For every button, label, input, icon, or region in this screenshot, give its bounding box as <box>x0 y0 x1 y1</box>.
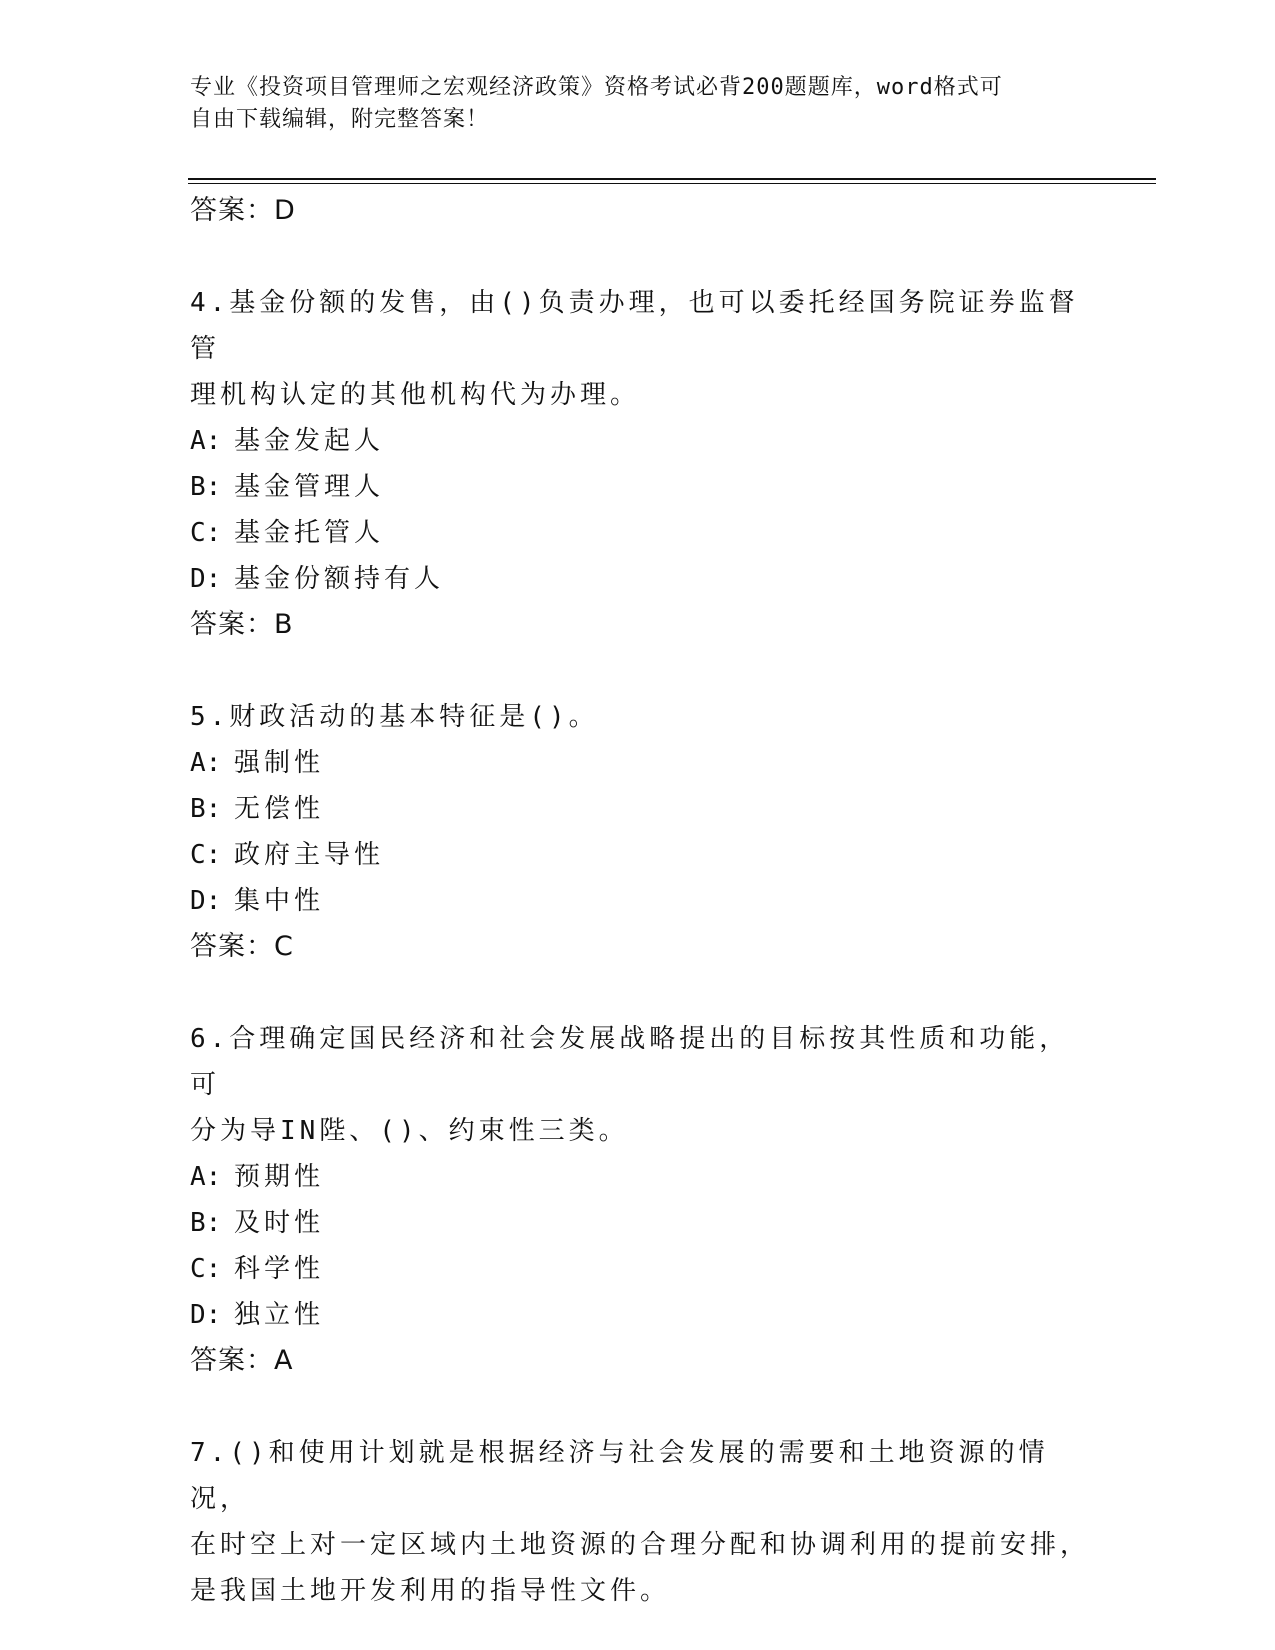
option-c <box>190 510 1090 556</box>
option-a <box>190 1154 1090 1200</box>
option-text: 基金份额持有人 <box>234 564 445 594</box>
header-line-1: 专业《投资项目管理师之宏观经济政策》资格考试必背200题题库，word格式可 <box>190 75 1003 100</box>
option-a <box>190 418 1090 464</box>
option-key: A: <box>190 1162 222 1192</box>
option-key: D: <box>190 886 222 916</box>
option-key: C: <box>190 840 222 870</box>
question-stem-line: 分为导IN陛、()、约束性三类。 <box>190 1116 629 1146</box>
answer-previous: 答案：D <box>190 195 296 226</box>
option-text: 预期性 <box>234 1162 325 1192</box>
option-d <box>190 878 1090 924</box>
option-text: 独立性 <box>234 1300 325 1330</box>
question-stem-line: 是我国土地开发利用的指导性文件。 <box>190 1576 671 1606</box>
option-key: B: <box>190 472 222 502</box>
option-text: 政府主导性 <box>234 840 385 870</box>
option-d <box>190 556 1090 602</box>
header-rule-thick <box>188 178 1156 180</box>
question-stem-line: 4.基金份额的发售，由()负责办理，也可以委托经国务院证券监督管 <box>190 288 1079 364</box>
question-5 <box>190 694 1090 970</box>
question-6 <box>190 1016 1090 1384</box>
option-d <box>190 1292 1090 1338</box>
option-key: A: <box>190 426 222 456</box>
question-stem-line: 理机构认定的其他机构代为办理。 <box>190 380 641 410</box>
option-key: C: <box>190 1254 222 1284</box>
option-text: 科学性 <box>234 1254 325 1284</box>
option-c <box>190 1246 1090 1292</box>
header-rule-thin <box>188 183 1156 184</box>
option-b <box>190 1200 1090 1246</box>
option-text: 强制性 <box>234 748 325 778</box>
answer: 答案：C <box>190 931 294 962</box>
option-b <box>190 464 1090 510</box>
option-key: B: <box>190 1208 222 1238</box>
option-key: D: <box>190 564 222 594</box>
option-key: B: <box>190 794 222 824</box>
question-stem-line: 7.()和使用计划就是根据经济与社会发展的需要和土地资源的情况， <box>190 1438 1049 1514</box>
header-line-2: 自由下载编辑，附完整答案！ <box>190 107 490 132</box>
question-4 <box>190 280 1090 648</box>
question-stem-line: 在时空上对一定区域内土地资源的合理分配和协调利用的提前安排， <box>190 1530 1091 1560</box>
option-c <box>190 832 1090 878</box>
option-text: 及时性 <box>234 1208 325 1238</box>
answer: 答案：A <box>190 1345 294 1376</box>
option-a <box>190 740 1090 786</box>
option-text: 基金发起人 <box>234 426 385 456</box>
answer: 答案：B <box>190 609 294 640</box>
option-text: 基金管理人 <box>234 472 385 502</box>
page-header <box>190 72 1070 136</box>
option-text: 集中性 <box>234 886 325 916</box>
option-text: 基金托管人 <box>234 518 385 548</box>
question-stem-line: 5.财政活动的基本特征是()。 <box>190 702 599 732</box>
question-stem-line: 6.合理确定国民经济和社会发展战略提出的目标按其性质和功能，可 <box>190 1024 1070 1100</box>
option-key: A: <box>190 748 222 778</box>
document-body <box>190 188 1090 1614</box>
option-key: D: <box>190 1300 222 1330</box>
option-text: 无偿性 <box>234 794 325 824</box>
option-key: C: <box>190 518 222 548</box>
option-b <box>190 786 1090 832</box>
question-7 <box>190 1430 1090 1614</box>
